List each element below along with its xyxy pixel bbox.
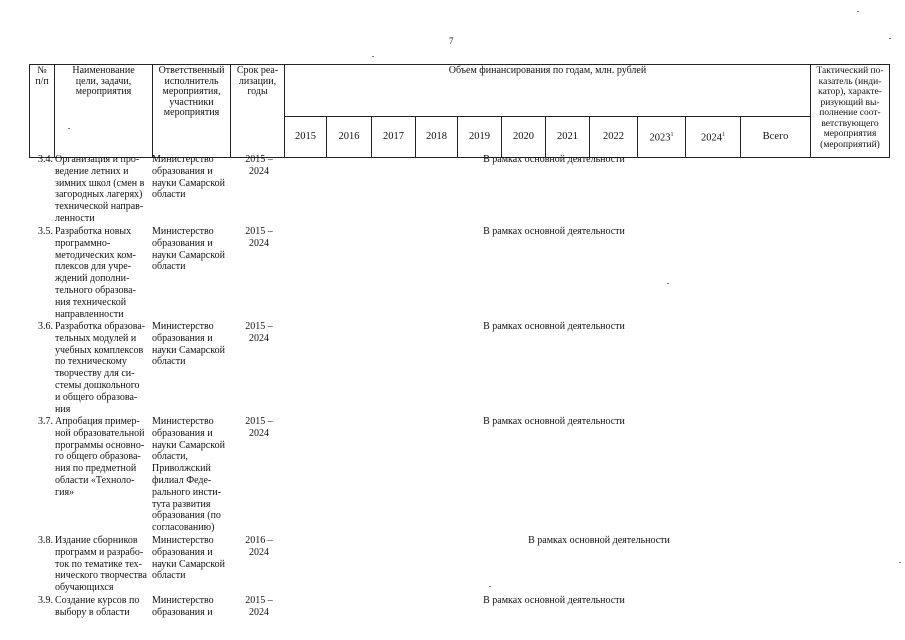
- row-executor: Министерство образования и: [152, 595, 214, 618]
- row-term: 2016 – 2024: [245, 535, 273, 558]
- header-funding: Объем финансирования по годам, млн. рублей: [285, 65, 811, 117]
- year-2016: 2016: [327, 117, 372, 158]
- row-number: 3.8.: [38, 535, 53, 546]
- scan-speck: [857, 11, 859, 12]
- year-2018: 2018: [416, 117, 458, 158]
- row-number: 3.9.: [38, 595, 53, 606]
- row-executor: Министерство образования и науки Самарской области: [152, 226, 225, 273]
- row-funding: В рамках основной деятельности: [483, 226, 625, 237]
- row-term: 2015 – 2024: [245, 595, 273, 618]
- header-executor: Ответственный исполнитель мероприятия, участники мероприятия: [153, 65, 231, 158]
- year-2017: 2017: [372, 117, 416, 158]
- year-2015: 2015: [285, 117, 327, 158]
- year-2020: 2020: [502, 117, 546, 158]
- header-name: Наименование цели, задачи, мероприятия: [55, 65, 153, 158]
- row-name: Создание курсов по выбору в области: [55, 595, 140, 618]
- year-2023: 2023$^1$: [638, 117, 686, 158]
- year-2021: 2021: [546, 117, 590, 158]
- row-funding: В рамках основной деятельности: [483, 416, 625, 427]
- row-name: Апробация пример- ной образовательной программы основно- го общего образова- ния по предметной области «Техноло- гия»: [55, 416, 145, 498]
- row-executor: Министерство образования и науки Самарской области: [152, 154, 225, 201]
- funding-table-header: [29, 64, 890, 158]
- row-term: 2015 – 2024: [245, 154, 273, 177]
- row-executor: Министерство образования и науки Самарской области: [152, 535, 225, 582]
- row-term: 2015 – 2024: [245, 321, 273, 344]
- row-executor: Министерство образования и науки Самарской области, Приволжский филиал Феде- рального инсти- тута развития образования (по согласованию): [152, 416, 225, 534]
- row-name: Организация и про- ведение летних и зимних школ (смен в загородных лагерях) технической направ- ленности: [55, 154, 145, 224]
- row-number: 3.4.: [38, 154, 53, 165]
- year-2022: 2022: [590, 117, 638, 158]
- scan-speck: [889, 38, 891, 39]
- row-name: Издание сборников программ и разрабо- ток по тематике тех- нического творчества обучающихся: [55, 535, 147, 594]
- row-executor: Министерство образования и науки Самарской области: [152, 321, 225, 368]
- year-2019: 2019: [458, 117, 502, 158]
- row-name: Разработка образова- тельных модулей и учебных комплексов по техническому творчеству для си- стемы дошкольного и общего образова- ния: [55, 321, 146, 415]
- row-term: 2015 – 2024: [245, 416, 273, 439]
- year-total: Всего: [741, 117, 811, 158]
- row-funding: В рамках основной деятельности: [528, 535, 670, 546]
- header-term: Срок реа- лизации, годы: [231, 65, 285, 158]
- row-funding: В рамках основной деятельности: [483, 154, 625, 165]
- header-num: № п/п: [30, 65, 55, 158]
- scan-speck: [68, 128, 70, 129]
- row-number: 3.7.: [38, 416, 53, 427]
- scan-speck: [372, 56, 374, 57]
- header-indicator: Тактический по- казатель (инди- катор), характе- ризующий вы- полнение соот- ветствующего мероприятия (мероприятий): [811, 65, 890, 158]
- row-term: 2015 – 2024: [245, 226, 273, 249]
- year-2024: 2024$^1$: [686, 117, 741, 158]
- page-number: 7: [449, 36, 454, 46]
- row-number: 3.5.: [38, 226, 53, 237]
- row-name: Разработка новых программно- методических ком- плексов для учре- ждений дополни- тельного образова- ния технической направленности: [55, 226, 136, 320]
- scan-speck: [899, 562, 901, 563]
- scan-speck: [489, 586, 491, 587]
- row-funding: В рамках основной деятельности: [483, 595, 625, 606]
- row-funding: В рамках основной деятельности: [483, 321, 625, 332]
- row-number: 3.6.: [38, 321, 53, 332]
- scan-speck: [667, 283, 669, 284]
